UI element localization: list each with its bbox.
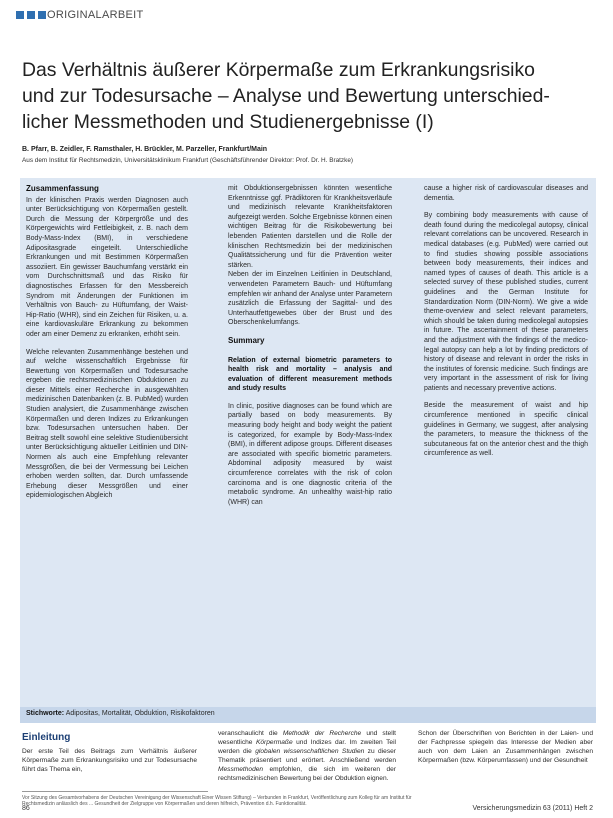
body-column-3: [418, 729, 593, 765]
abstract-paragraph: Neben der im Einzelnen Leitlinien in Deutschland, verwendeten Parametern Bauch- und Hüftumfang empfehlen wir anhand der Analyse unter Parametern zusätzlich die Erfassung der Sagittal- und des Unterhautfettgewebes über der Brust und des Oberschenkelumfangs.: [228, 271, 392, 327]
summary-paragraph: In clinic, positive diagnoses can be found which are partially based on body measurements. By measuring body height and body weight the patient is categorized, for example by Body-Mass-Index (BMI), in different adipose groups. Different diseases are associated with specific biometric parameters. Abdominal adiposity measured by waist circumference correlates with the risk of colon carcinoma and is one diagnostic criteria of the metabolic syndrome. An unhealthy waist-hip ratio (WHR) can: [228, 402, 392, 506]
summary-paragraph: cause a higher risk of cardiovascular diseases and dementia.: [424, 185, 588, 202]
article-title: Das Verhältnis äußerer Körpermaße zum Erkrankungsrisiko und zur Todesursache – Analyse und Bewertung unterschied- licher Messmethoden und Studienergebnisse (I): [22, 59, 550, 133]
introduction-heading: Einleitung: [22, 732, 71, 743]
body-text: und stellt wesentliche: [218, 730, 396, 746]
keywords-line: [26, 710, 215, 717]
body-column-1: [22, 747, 197, 774]
body-text: veranschaulicht die: [218, 730, 283, 737]
body-emphasis: Methodik der Recherche: [282, 730, 362, 737]
abstract-column-1: [26, 184, 188, 501]
body-text: und Indizes dar. Im zweiten Teil werden die: [218, 739, 396, 755]
abstract-column-3: [424, 184, 588, 459]
marker-square: [38, 11, 46, 19]
section-label: ORIGINALARBEIT: [47, 9, 144, 21]
page-number: 86: [22, 805, 30, 812]
abstract-paragraph: In der klinischen Praxis werden Diagnosen auch unter Berücksichtigung von Körpermaßen gestellt. Durch die Messung der Körpergröße und des Körpergewichts wird Fettleibigkeit, z. B. nach dem Body-Mass-Index (BMI), in verschiedene Adipositasgrade eingeteilt. Unterschiedliche Erkrankungen und mit Bestimmen Körpermaßen assoziiert. Ein gewisser Bauchumfang verstärkt ein vom Durchschnittsmaß und das Risiko für diagnostisches Erfassen für den Messbereich Syndrom mit Änderungen der Funktionen im Verhältnis von Bauch- zu Hüftumfang, der Waist-Hip-Ratio (WHR), sind ein Zeichen für Risiken, u. a. eine kardiovaskuläre Erkrankung zu bekommen oder am einer Demenz zu erkranken, erhöht sein.: [26, 196, 188, 338]
author-list: B. Pfarr, B. Zeidler, F. Ramsthaler, H. Brückler, M. Parzeller, Frankfurt/Main: [22, 146, 268, 153]
footnote-rule: [22, 791, 208, 792]
marker-square: [16, 11, 24, 19]
body-emphasis: Körpermaße: [255, 739, 293, 746]
abstract-paragraph: Welche relevanten Zusammenhänge bestehen und auf welche wissenschaftlich Ergebnisse für Bewertung von Körpermaßen und Todesursache ergeben die rechtsmedizinischen Obduktionen zu dieser Mittels einer Recherche in ausgewählten medizinischen Datenbanken (z. B. PubMed) wurden Studien analysiert, die Zusammenhänge zwischen Körpermaßen und deren Indizes zu Erkrankungen bzw. Todesursachen untersuchen haben. Der Beitrag stellt sowohl eine selektive Studienübersicht unter Berücksichtigung aktueller Leitlinien und DIN-Normen als auch eine Empfehlung relevanter Messgrößen, die bei der Vermessung bei Leichen erhoben werden sollten, dar. Durch umfassende Erhebung dieser Messgrößen und einer epidemiologischen Abgleich: [26, 348, 188, 500]
keywords-text: Adipositas, Mortalität, Obduktion, Risikofaktoren: [65, 710, 215, 717]
body-paragraph: Schon der Überschriften von Berichten in der Laien- und der Fachpresse spiegeln das Interesse der Medien aber auch von dem Laien an Zusammenhängen zwischen Körpermaßen (bzw. Körperumfassen) und der Gesundheit: [418, 730, 593, 764]
summary-paragraph: By combining body measurements with cause of death found during the medicolegal autopsy, clinical relevant correlations can be uncovered. Research in medical databases (e.g. PubMed) were carried out to find studies showing possible associations between body measurements, their indices and named types of causes of death. This article is a selected survey of these published studies, current guidelines and the German Institute for Standardization Norm (DIN-Norm). We give a wide theme-overview and select relevant parameters, which should be taken during medicolegal autopsies in future. The ascertainment of these parameters and the adjustment with the findings of the medico-legal autopsy can help a lot by finding predictors of history of disease and relevant in order the risks in the institutes of forensic medicine. Such findings are very important in the assessment of risk for living patients and necessary preventive actions.: [424, 212, 588, 392]
keywords-label: Stichworte:: [26, 710, 65, 717]
body-text: empfohlen, die sich im weiteren der rechtsmedizinischen Bewertung bei der Obduktion eignen.: [218, 766, 396, 782]
abstract-column-2: [228, 184, 392, 507]
journal-reference: Versicherungsmedizin 63 (2011) Heft 2: [472, 805, 593, 812]
body-text: zu dieser Thematik präsentiert und erörtert. Anschließend werden: [218, 748, 396, 764]
body-paragraph: Der erste Teil des Beitrags zum Verhältnis äußerer Körpermaße zum Erkrankungsrisiko und zur Todesursache führt das Thema ein,: [22, 748, 197, 773]
summary-paragraph: Beside the measurement of waist and hip circumference mentioned in specific clinical guidelines in Germany, we suggest, after analysing the parameters, to measure the thickness of the subcutaneous fat on the anterior chest and the thigh circumference as well.: [424, 402, 588, 458]
footnote: Vor Sitzung des Gesamtvorhabens der Deutschen Vereinigung der Wissenschaft Einer Wissen Stiftung) – Verbunden in Frankfurt, Veröffentlichung zum Kolleg für am Institut für Rechtsmedizin anlässlich des ... Gesundheit der Zielgruppe von Körpermaßen und deren hilfreich, Prävention d.h. Funktionalität.: [22, 795, 412, 807]
section-marker: [16, 11, 46, 19]
abstract-heading: Zusammenfassung: [26, 184, 99, 193]
body-emphasis: Messmethoden: [218, 766, 264, 773]
english-title: Relation of external biometric parameters to health risk and mortality – analysis and evaluation of different measurement methods and study results: [228, 356, 392, 393]
abstract-paragraph: mit Obduktionsergebnissen könnten wesentliche Erkenntnisse ggf. Prädiktoren für Krankheitsverläufe und medizinisch relevante Krankheitsfaktoren aufgezeigt werden. Solche Ergebnisse können einen wichtigen Beitrag für die Risikobewertung bei lebenden Patienten darstellen und die Rolle der klinischen Rechtsmedizin bei der medizinischen Qualitätssicherung und für die Prävention weiter stärken.: [228, 185, 392, 269]
summary-heading: Summary: [228, 335, 265, 345]
marker-square: [27, 11, 35, 19]
body-column-2: [218, 729, 396, 783]
body-paragraph: [218, 729, 396, 783]
affiliation: Aus dem Institut für Rechtsmedizin, Universitätsklinikum Frankfurt (Geschäftsführender Direktor: Prof. Dr. H. Bratzke): [22, 157, 353, 164]
body-emphasis: globalen wissenschaftlichen Studien: [255, 748, 365, 755]
